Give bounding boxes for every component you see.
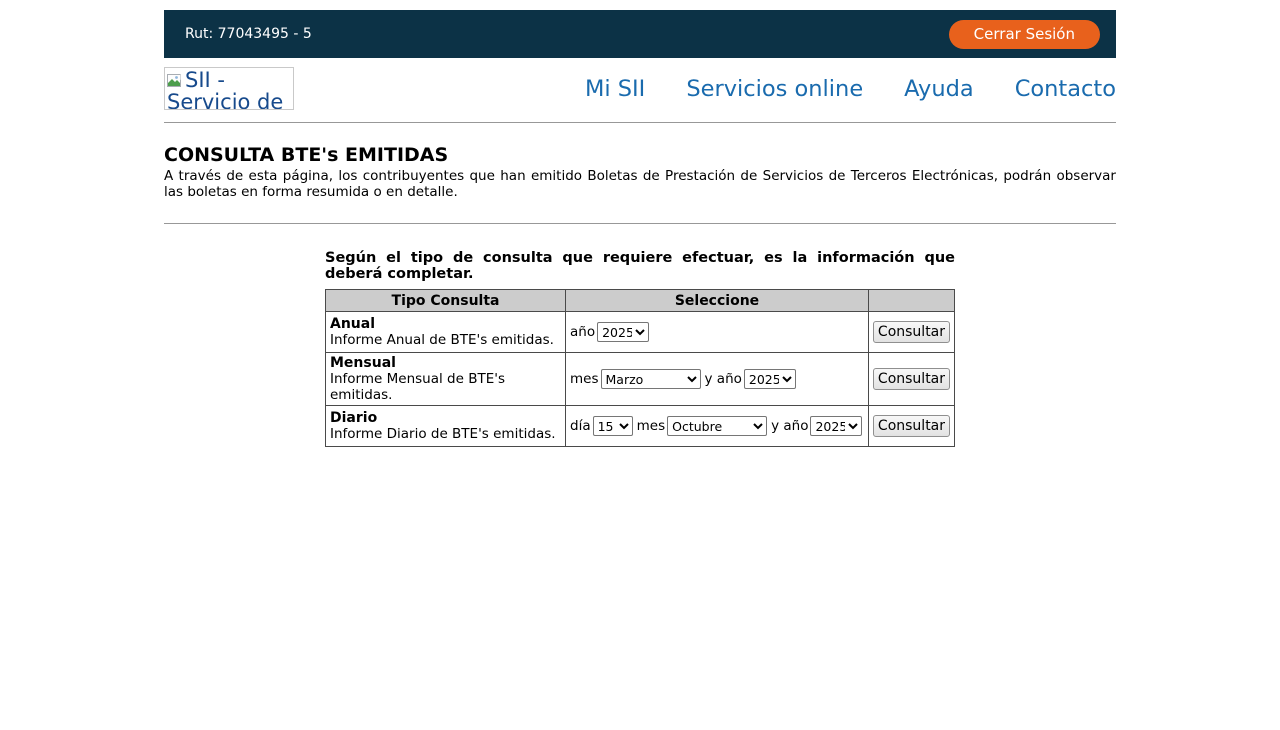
sii-logo-broken-image[interactable] bbox=[164, 67, 294, 110]
nav-item-ayuda[interactable]: Ayuda bbox=[904, 75, 974, 102]
diario-month-label: mes bbox=[636, 418, 666, 434]
column-header-tipo-consulta: Tipo Consulta bbox=[326, 290, 566, 312]
page-container bbox=[164, 10, 1116, 447]
anual-year-label: año bbox=[570, 324, 596, 340]
column-header-seleccione: Seleccione bbox=[566, 290, 869, 312]
table-header-row bbox=[326, 290, 955, 312]
instruction-text: Según el tipo de consulta que requiere efectuar, es la información que deberá completar. bbox=[325, 250, 955, 282]
anual-year-select[interactable] bbox=[597, 322, 649, 342]
diario-day-select[interactable] bbox=[593, 416, 633, 436]
page-title: CONSULTA BTE's EMITIDAS bbox=[164, 144, 449, 166]
logo-alt-text: SII - Servicio de bbox=[167, 68, 284, 110]
consulta-section bbox=[325, 251, 955, 447]
main-nav bbox=[585, 76, 1116, 102]
table-row-mensual bbox=[326, 353, 955, 406]
column-header-empty bbox=[868, 290, 954, 312]
diario-month-select[interactable] bbox=[667, 416, 767, 436]
rut-label: Rut: 77043495 - 5 bbox=[185, 26, 312, 42]
mensual-month-label: mes bbox=[570, 371, 599, 387]
mensual-year-label: y año bbox=[704, 371, 742, 387]
mensual-label: Mensual bbox=[330, 355, 396, 371]
diario-consultar-button[interactable]: Consultar bbox=[873, 415, 950, 437]
nav-item-servicios-online[interactable]: Servicios online bbox=[686, 75, 864, 102]
site-header bbox=[164, 67, 1116, 110]
anual-description: Informe Anual de BTE's emitidas. bbox=[330, 332, 554, 348]
mensual-month-select[interactable] bbox=[601, 369, 701, 389]
mensual-year-select[interactable] bbox=[744, 369, 796, 389]
session-bar bbox=[164, 10, 1116, 58]
diario-year-select[interactable] bbox=[810, 416, 862, 436]
header-divider bbox=[164, 122, 1116, 123]
mensual-consultar-button[interactable]: Consultar bbox=[873, 368, 950, 390]
anual-label: Anual bbox=[330, 316, 376, 332]
table-row-anual bbox=[326, 312, 955, 353]
nav-item-contacto[interactable]: Contacto bbox=[1014, 75, 1116, 102]
page-intro: A través de esta página, los contribuyentes que han emitido Boletas de Prestación de Servicios de Terceros Electrónicas, podrán observar las boletas en forma resumida o en detalle. bbox=[164, 168, 1116, 200]
anual-consultar-button[interactable]: Consultar bbox=[873, 321, 950, 343]
content-divider bbox=[164, 223, 1116, 224]
nav-item-mi-sii[interactable]: Mi SII bbox=[584, 75, 646, 102]
mensual-description: Informe Mensual de BTE's emitidas. bbox=[330, 371, 505, 403]
diario-day-label: día bbox=[570, 418, 591, 434]
diario-description: Informe Diario de BTE's emitidas. bbox=[330, 426, 556, 442]
diario-year-label: y año bbox=[771, 418, 809, 434]
diario-label: Diario bbox=[330, 410, 378, 426]
table-row-diario bbox=[326, 406, 955, 447]
logout-button[interactable]: Cerrar Sesión bbox=[949, 20, 1100, 49]
consulta-table bbox=[325, 289, 955, 447]
broken-image-icon bbox=[167, 68, 185, 92]
